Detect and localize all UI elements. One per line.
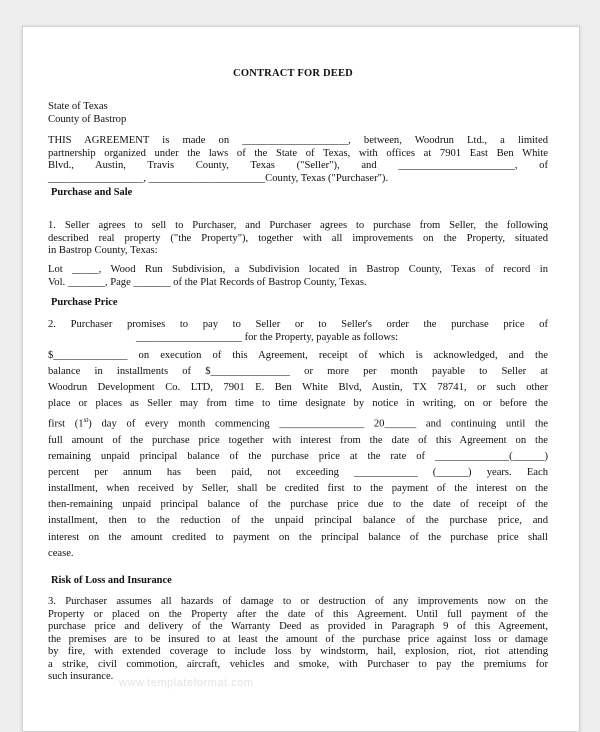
payment-line: remaining unpaid principal balance of the purchase price at the rate of ______________(______) — [48, 451, 548, 463]
p3-line: 3. Purchaser assumes all hazards of damage to or destruction of any improvements now on the — [48, 596, 548, 607]
payment-line: installment, when received by Seller, shall be credited first to the payment of the interest on the — [48, 483, 548, 495]
p1-line: described real property ("the Property"), together with all improvements on the Property, situated — [48, 232, 548, 244]
p1-line: 1. Seller agrees to sell to Purchaser, and Purchaser agrees to purchase from Seller, the following — [48, 220, 548, 231]
payment-terms — [48, 348, 548, 562]
payment-line: $______________ on execution of this Agreement, receipt of which is acknowledged, and the — [48, 350, 548, 361]
paragraph-1 — [48, 220, 548, 258]
intro-line: Blvd., Austin, Travis County, Texas ("Seller"), and ______________________, of — [48, 160, 548, 171]
payment-line: percent per annum has been paid, not exceeding ____________ (______) years. Each — [48, 467, 548, 479]
heading-purchase-sale: Purchase and Sale — [51, 187, 133, 198]
document-page — [22, 26, 580, 732]
payment-line: Woodrun Development Co. LTD, 7901 E. Ben White Blvd, Austin, TX 78741, or such other — [48, 382, 548, 394]
watermark-text: www.templateformat.com — [119, 677, 254, 689]
intro-line: THIS AGREEMENT is made on ____________________, between, Woodrun Ltd., a limited — [48, 135, 548, 146]
p3-line: a strike, civil commotion, aircraft, vehicles and smoke, with Purchaser to pay the premiums for — [48, 658, 548, 670]
paragraph-3 — [48, 596, 548, 684]
first-day-sup: st — [83, 416, 89, 425]
heading-risk-insurance: Risk of Loss and Insurance — [51, 575, 172, 586]
payment-line: interest on the amount credited to payment on the principal balance of the purchase price shall — [48, 531, 548, 543]
payment-line: cease. — [48, 547, 74, 559]
county-line: County of Bastrop — [48, 113, 127, 125]
intro-paragraph — [48, 135, 548, 185]
intro-line: partnership organized under the laws of the State of Texas, with offices at 7901 East Ben White — [48, 147, 548, 159]
p3-line: the premises are to be insured to at least the amount of the purchase price against loss or damage — [48, 633, 548, 645]
lot-line: Lot _____, Wood Run Subdivision, a Subdivision located in Bastrop County, Texas of record in — [48, 264, 548, 275]
venue-block — [48, 101, 548, 126]
intro-line: __________________, ______________________County, Texas ("Purchaser"). — [48, 172, 389, 184]
p1-line: in Bastrop County, Texas: — [48, 245, 158, 256]
p3-line: such insurance. — [48, 671, 114, 682]
state-line: State of Texas — [48, 101, 108, 112]
lot-line: Vol. _______, Page _______ of the Plat Records of Bastrop County, Texas. — [48, 276, 367, 288]
p2-line: ____________________ for the Property, payable as follows: — [136, 331, 399, 343]
payment-line: full amount of the purchase price together with interest from the date of this Agreement on the — [48, 435, 548, 446]
payment-line: place or places as Seller may from time to time designate by notice in writing, on or before the — [48, 398, 548, 410]
p2-line: 2. Purchaser promises to pay to Seller or to Seller's order the purchase price of — [48, 319, 548, 330]
first-day-suffix: ) — [88, 418, 92, 430]
p3-line: by fire, with extended coverage to include loss by windstorm, hail, explosion, riot, riot attending — [48, 646, 548, 657]
p3-line: Property or placed on the Property after the date of this Agreement. Until full payment of the — [48, 608, 548, 620]
payment-line-text: day of every month commencing ________________ 20______ and continuing until the — [101, 418, 548, 430]
payment-line: then-remaining unpaid principal balance of the purchase price due to the date of receipt of the — [48, 499, 548, 511]
payment-line: balance in installments of $_______________ or more per month payable to Seller at — [48, 366, 548, 378]
heading-purchase-price: Purchase Price — [51, 297, 118, 308]
document-title: CONTRACT FOR DEED — [233, 68, 353, 79]
paragraph-2 — [48, 319, 548, 344]
payment-line — [48, 412, 548, 433]
p3-line: purchase price and delivery of the Warranty Deed as provided in Paragraph 9 of this Agreement, — [48, 621, 548, 632]
payment-line: installment, then to the reduction of the unpaid principal balance of the purchase price, and — [48, 515, 548, 527]
lot-description — [48, 264, 548, 289]
first-day-prefix: first (1 — [48, 418, 84, 430]
